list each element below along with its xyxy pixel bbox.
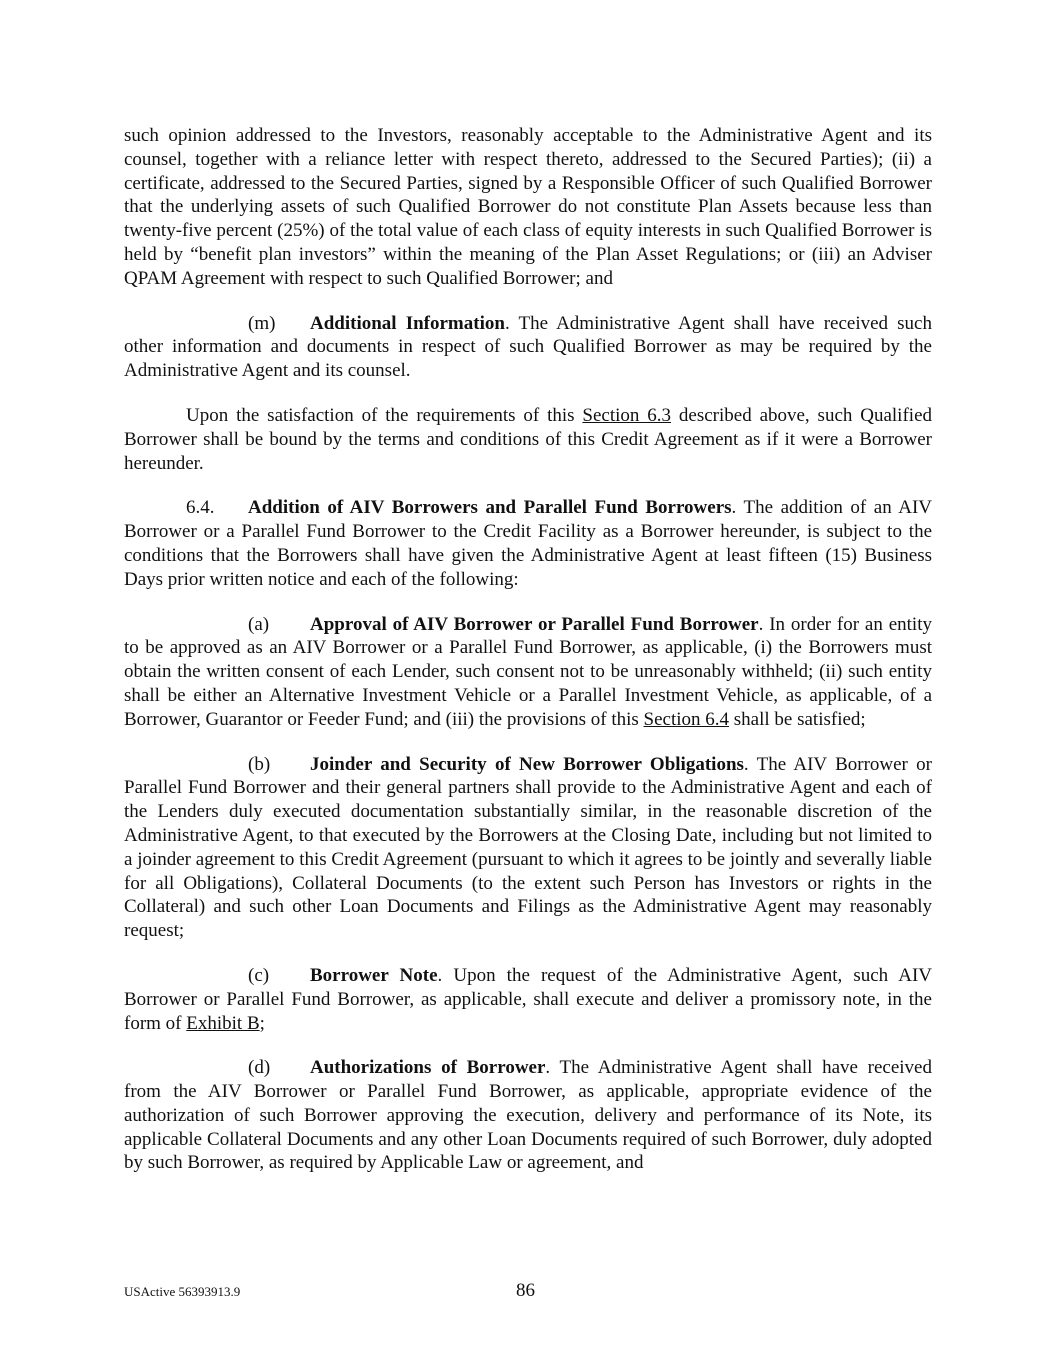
section-6-4-heading: Addition of AIV Borrowers and Parallel Fund Borrowers [248, 497, 732, 519]
footer-document-id: USActive 56393913.9 [124, 1284, 241, 1299]
item-a-text: . In order for an entity to be approved as an AIV Borrower or a Parallel Fund Borrower, as applicable, (i) the Borrowers must obtain the written consent of each Lender, such consent not to be unreasonably withheld; (ii) such entity shall be either an Alternative Investment Vehicle or a Parallel Investment Vehicle, as applicable, of a Borrower, Guarantor or Feeder Fund; and (iii) the provisions of this [124, 613, 932, 730]
item-a-post: shall be satisfied; [729, 708, 866, 730]
section-6-4 [124, 496, 932, 591]
item-b [124, 753, 932, 943]
item-m [124, 312, 932, 383]
item-b-heading: Joinder and Security of New Borrower Obligations [310, 753, 744, 775]
item-b-label: (b) [248, 753, 271, 775]
document-page [124, 124, 932, 1175]
item-c [124, 964, 932, 1035]
exhibit-b-link[interactable]: Exhibit B [186, 1012, 260, 1034]
item-d-text: . The Administrative Agent shall have received from the AIV Borrower or Parallel Fund Borrower, as applicable, appropriate evidence of the authorization of such Borrower approving the execution, delivery and performance of its Note, its applicable Collateral Documents and any other Loan Documents required of such Borrower, duly adopted by such Borrower, as required by Applicable Law or agreement, and [124, 1057, 932, 1174]
item-a-label: (a) [248, 613, 270, 635]
item-m-text: . The Administrative Agent shall have received such other information and documents in respect of such Qualified Borrower as may be required by the Administrative Agent and its counsel. [124, 312, 932, 382]
section-6-3-link[interactable]: Section 6.3 [582, 404, 672, 426]
item-c-post: ; [259, 1012, 265, 1034]
item-m-heading: Additional Information [310, 312, 505, 334]
footer-page-number: 86 [516, 1280, 535, 1301]
item-c-text: . Upon the request of the Administrative Agent, such AIV Borrower or Parallel Fund Borrower, as applicable, shall execute and deliver a promissory note, in the form of [124, 964, 932, 1034]
item-d [124, 1056, 932, 1175]
item-a-heading: Approval of AIV Borrower or Parallel Fund Borrower [310, 613, 759, 635]
section-6-4-text: . The addition of an AIV Borrower or a Parallel Fund Borrower to the Credit Facility as a Borrower hereunder, is subject to the conditions that the Borrowers shall have given the Administrative Agent at least fifteen (15) Business Days prior written notice and each of the following: [124, 497, 932, 590]
paragraph-intro: such opinion addressed to the Investors, reasonably acceptable to the Administrative Agent and its counsel, together with a reliance letter with respect thereto, addressed to the Secured Parties); (ii) a certificate, addressed to the Secured Parties, signed by a Responsible Officer of such Qualified Borrower that the underlying assets of such Qualified Borrower do not constitute Plan Assets because less than twenty-five percent (25%) of the total value of each class of equity interests in such Qualified Borrower is held by “benefit plan investors” within the meaning of the Plan Asset Regulations; or (iii) an Adviser QPAM Agreement with respect to such Qualified Borrower; and [124, 125, 932, 289]
item-d-heading: Authorizations of Borrower [310, 1057, 546, 1079]
section-6-4-link[interactable]: Section 6.4 [643, 708, 730, 730]
paragraph-upon-pre: Upon the satisfaction of the requirements of this [186, 404, 583, 426]
item-d-label: (d) [248, 1057, 271, 1079]
item-c-heading: Borrower Note [310, 964, 438, 986]
item-m-label: (m) [248, 312, 276, 334]
paragraph-upon [124, 404, 932, 475]
item-c-label: (c) [248, 964, 270, 986]
item-b-text: . The AIV Borrower or Parallel Fund Borrower and their general partners shall provide to the Administrative Agent and each of the Lenders duly executed documentation substantially similar, in the reasonable discretion of the Administrative Agent, to that executed by the Borrowers at the Closing Date, including but not limited to a joinder agreement to this Credit Agreement (pursuant to which it agrees to be jointly and severally liable for all Obligations), Collateral Documents (to the extent such Person has Investors or rights in the Collateral) and such other Loan Documents and Filings as the Administrative Agent may reasonably request; [124, 753, 932, 942]
item-a [124, 613, 932, 732]
paragraph-upon-post: described above, such Qualified Borrower shall be bound by the terms and conditions of this Credit Agreement as if it were a Borrower hereunder. [124, 404, 932, 474]
section-6-4-number: 6.4. [186, 497, 215, 519]
